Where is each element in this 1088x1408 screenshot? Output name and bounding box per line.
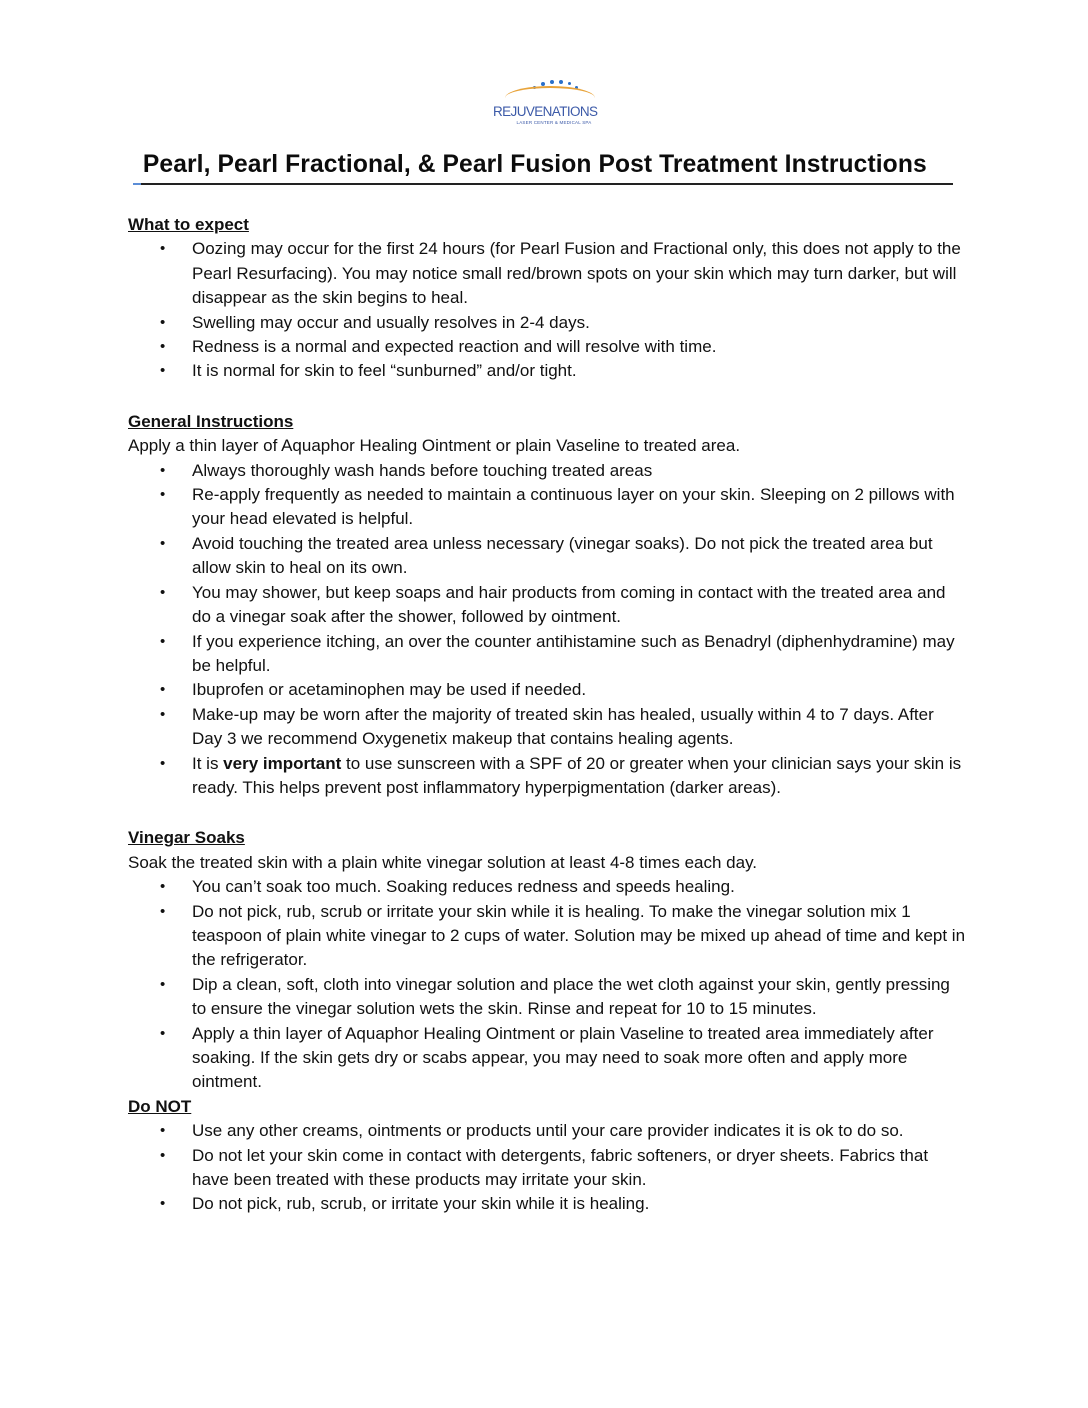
list-item bbox=[128, 678, 968, 702]
list-item bbox=[128, 581, 968, 630]
page-title: Pearl, Pearl Fractional, & Pearl Fusion Post Treatment Instructions bbox=[142, 150, 927, 178]
list-item bbox=[128, 630, 968, 679]
list-item bbox=[128, 1119, 968, 1143]
list-item bbox=[128, 875, 968, 899]
bullet-icon: • bbox=[160, 705, 166, 723]
spacer bbox=[128, 800, 968, 826]
bullet-icon: • bbox=[160, 1024, 166, 1042]
clinic-logo bbox=[493, 78, 597, 128]
list-item bbox=[128, 459, 968, 483]
bullet-icon: • bbox=[160, 240, 166, 258]
section-heading: Do NOT bbox=[128, 1096, 192, 1116]
logo-tagline: LASER CENTER & MEDICAL SPA bbox=[516, 120, 592, 125]
list-item-text: You can’t soak too much. Soaking reduces redness and speeds healing. bbox=[192, 877, 735, 897]
list-item-text: Ibuprofen or acetaminophen may be used if needed. bbox=[192, 680, 587, 700]
bullet-icon: • bbox=[160, 632, 166, 650]
bullet-list bbox=[128, 459, 968, 801]
bullet-list bbox=[128, 875, 968, 1095]
list-item bbox=[128, 237, 968, 310]
bullet-icon: • bbox=[160, 583, 166, 601]
list-item bbox=[128, 1144, 968, 1193]
bullet-icon: • bbox=[160, 461, 166, 479]
list-item bbox=[128, 900, 968, 973]
bullet-icon: • bbox=[160, 902, 166, 920]
list-item bbox=[128, 1022, 968, 1095]
list-item-text: Oozing may occur for the first 24 hours (for Pearl Fusion and Fractional only, this does not apply to the Pearl Resurfacing). You may notice small red/brown spots on your skin which may turn darker, but will disappear as the skin begins to heal. bbox=[192, 239, 961, 308]
list-item-text: Make-up may be worn after the majority of treated skin has healed, usually within 4 to 7 days. After Day 3 we recommend Oxygenetix makeup that contains healing agents. bbox=[192, 704, 934, 749]
list-item bbox=[128, 703, 968, 752]
list-item-text: Do not let your skin come in contact with detergents, fabric softeners, or dryer sheets. Fabrics that have been treated with these products may irritate your skin. bbox=[192, 1145, 929, 1190]
list-item-text: Dip a clean, soft, cloth into vinegar solution and place the wet cloth against your skin, gently pressing to ensure the vinegar solution wets the skin. Rinse and repeat for 10 to 15 minutes. bbox=[192, 974, 950, 1019]
section-intro: Soak the treated skin with a plain white vinegar solution at least 4-8 times each day. bbox=[128, 852, 758, 872]
list-item bbox=[128, 359, 968, 383]
title-block bbox=[135, 150, 953, 185]
logo-brand-text: REJUVENATIONS bbox=[493, 104, 598, 119]
bullet-icon: • bbox=[160, 975, 166, 993]
list-item bbox=[128, 752, 968, 801]
spacer bbox=[128, 384, 968, 410]
list-item-text: Redness is a normal and expected reaction and will resolve with time. bbox=[192, 337, 717, 357]
section-heading: General Instructions bbox=[128, 411, 294, 431]
list-item-text: Apply a thin layer of Aquaphor Healing Ointment or plain Vaseline to treated area immediately after soaking. If the skin gets dry or scabs appear, you may need to soak more often and apply more ointment. bbox=[192, 1023, 934, 1092]
bullet-list bbox=[128, 237, 968, 383]
bullet-icon: • bbox=[160, 486, 166, 504]
list-item-text: Do not pick, rub, scrub, or irritate your skin while it is healing. bbox=[192, 1194, 650, 1214]
bullet-icon: • bbox=[160, 1195, 166, 1213]
section-intro: Apply a thin layer of Aquaphor Healing Ointment or plain Vaseline to treated area. bbox=[128, 436, 741, 456]
list-item-text: Re-apply frequently as needed to maintain a continuous layer on your skin. Sleeping on 2 pillows with your head elevated is helpful. bbox=[192, 485, 955, 529]
list-item bbox=[128, 311, 968, 335]
list-item-text: You may shower, but keep soaps and hair products from coming in contact with the treated area and do a vinegar soak after the shower, followed by ointment. bbox=[192, 582, 946, 627]
list-item-text-before: It is bbox=[192, 753, 224, 773]
list-item-text: If you experience itching, an over the counter antihistamine such as Benadryl (diphenhydramine) may be helpful. bbox=[192, 631, 955, 675]
bullet-icon: • bbox=[160, 1146, 166, 1164]
list-item-text: It is normal for skin to feel “sunburned” and/or tight. bbox=[192, 361, 577, 381]
list-item-text: Avoid touching the treated area unless necessary (vinegar soaks). Do not pick the treated area but allow skin to heal on its own. bbox=[192, 533, 933, 578]
bullet-icon: • bbox=[160, 338, 166, 356]
list-item-text: Use any other creams, ointments or products until your care provider indicates it is ok to do so. bbox=[192, 1121, 904, 1141]
bullet-icon: • bbox=[160, 534, 166, 552]
list-item-text-after: to use sunscreen with a SPF of 20 or greater when your clinician says your skin is ready. This helps prevent post inflammatory hyperpigmentation (darker areas). bbox=[192, 753, 962, 797]
bullet-icon: • bbox=[160, 681, 166, 699]
list-item-text: Always thoroughly wash hands before touching treated areas bbox=[192, 460, 653, 480]
list-item bbox=[128, 335, 968, 359]
list-item bbox=[128, 973, 968, 1022]
list-item-text: Do not pick, rub, scrub or irritate your skin while it is healing. To make the vinegar solution mix 1 teaspoon of plain white vinegar to 2 cups of water. Solution may be mixed up ahead of time and kept in the refrigerator. bbox=[192, 901, 966, 970]
section-do-not bbox=[128, 1095, 968, 1217]
title-underline bbox=[135, 183, 953, 185]
bullet-icon: • bbox=[160, 754, 166, 772]
section-heading: What to expect bbox=[128, 215, 249, 234]
list-item-text: Swelling may occur and usually resolves in 2-4 days. bbox=[192, 312, 590, 332]
section-vinegar-soaks bbox=[128, 826, 968, 1094]
section-what-to-expect bbox=[128, 213, 968, 384]
document-body bbox=[128, 213, 968, 1217]
bullet-icon: • bbox=[160, 313, 166, 331]
list-item bbox=[128, 1192, 968, 1216]
bullet-icon: • bbox=[160, 362, 166, 380]
emphasis-text: very important bbox=[223, 753, 342, 773]
section-general-instructions bbox=[128, 410, 968, 801]
bullet-list bbox=[128, 1119, 968, 1217]
bullet-icon: • bbox=[160, 1122, 166, 1140]
list-item bbox=[128, 483, 968, 532]
section-heading: Vinegar Soaks bbox=[128, 828, 245, 848]
bullet-icon: • bbox=[160, 878, 166, 896]
list-item bbox=[128, 532, 968, 581]
